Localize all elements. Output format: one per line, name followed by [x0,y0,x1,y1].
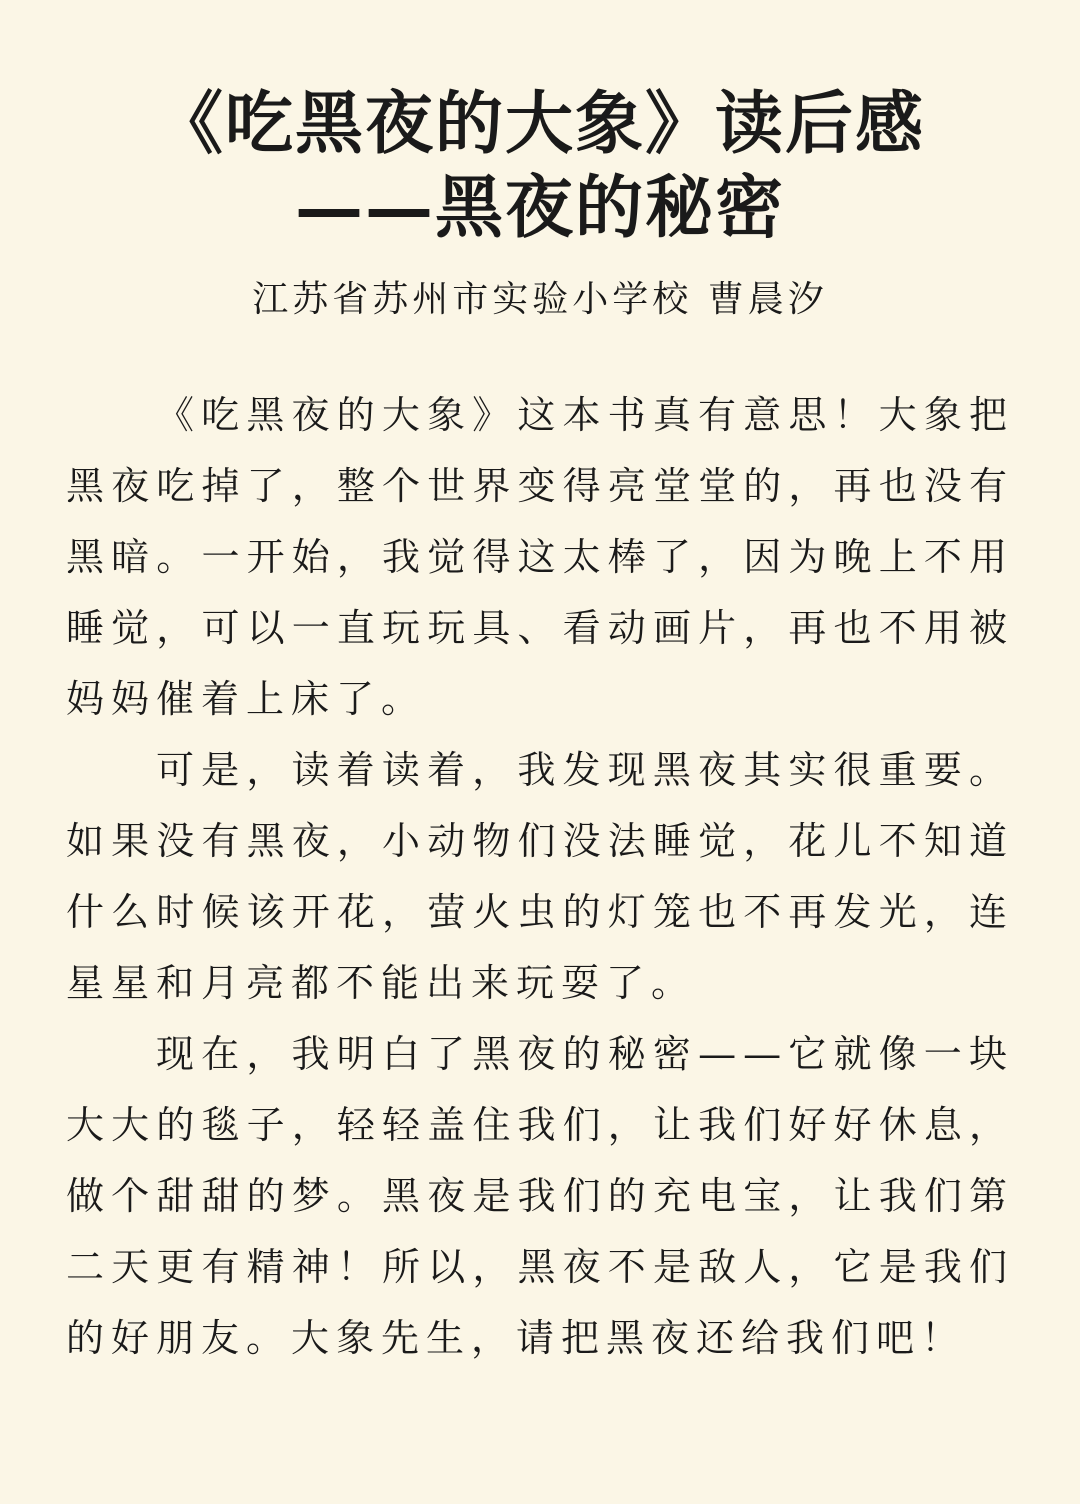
paragraph-1: 《吃黑夜的大象》这本书真有意思！大象把黑夜吃掉了，整个世界变得亮堂堂的，再也没有黑暗。一开始，我觉得这太棒了，因为晚上不用睡觉，可以一直玩玩具、看动画片，再也不用被妈妈催着上床了。 [66,393,1014,721]
title-line-main: 《吃黑夜的大象》读后感 [154,84,925,164]
article-body [66,380,1014,1374]
paragraph-3: 现在，我明白了黑夜的秘密——它就像一块大大的毯子，轻轻盖住我们，让我们好好休息，做个甜甜的梦。黑夜是我们的充电宝，让我们第二天更有精神！所以，黑夜不是敌人，它是我们的好朋友。大象先生，请把黑夜还给我们吧！ [66,1032,1014,1360]
paragraph-2: 可是，读着读着，我发现黑夜其实很重要。如果没有黑夜，小动物们没法睡觉，花儿不知道什么时候该开花，萤火虫的灯笼也不再发光，连星星和月亮都不能出来玩耍了。 [66,748,1014,1005]
article-title [66,0,1014,250]
author-line: 江苏省苏州市实验小学校 曹晨汐 [252,279,828,320]
title-line-subtitle: ——黑夜的秘密 [294,168,785,248]
